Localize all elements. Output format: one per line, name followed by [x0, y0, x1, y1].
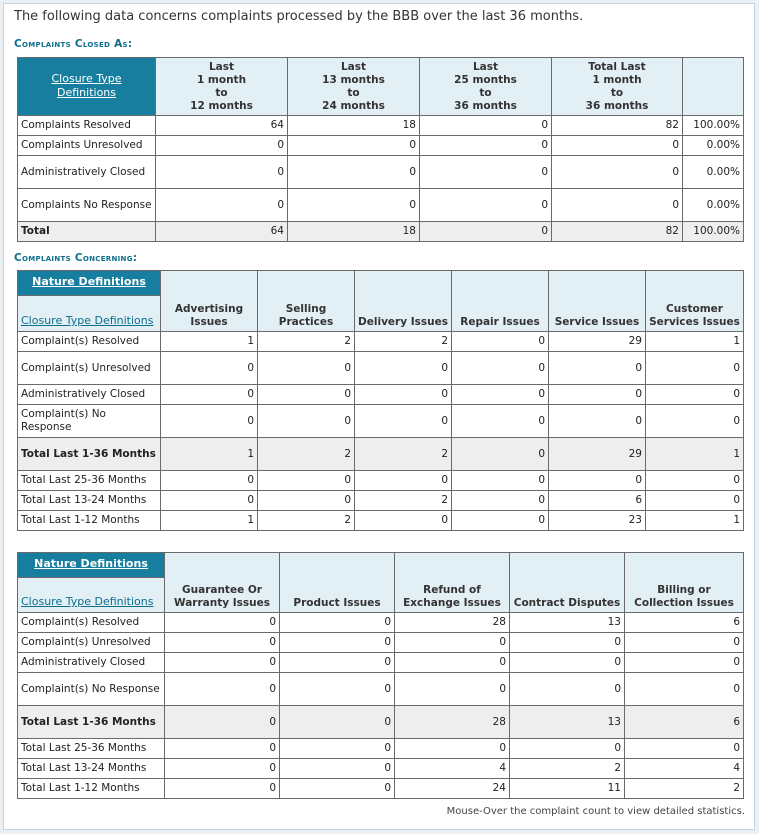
table-row [18, 471, 744, 491]
count-cell[interactable]: 0 [549, 471, 646, 491]
table-row [18, 673, 744, 706]
count-cell[interactable]: 18 [288, 222, 420, 242]
table-row [18, 491, 744, 511]
count-cell[interactable]: 1 [646, 511, 744, 531]
count-cell[interactable]: 0 [395, 673, 510, 706]
count-cell[interactable]: 4 [625, 759, 744, 779]
closed-table [17, 57, 744, 242]
count-cell[interactable]: 2 [510, 759, 625, 779]
count-cell[interactable]: 0 [156, 189, 288, 222]
column-header: Repair Issues [452, 271, 549, 332]
concerning-corner-1 [18, 271, 161, 332]
count-cell[interactable]: 64 [156, 222, 288, 242]
count-cell[interactable]: 0 [280, 739, 395, 759]
intro-text: The following data concerns complaints processed by the BBB over the last 36 months. [14, 9, 584, 24]
count-cell[interactable]: 0 [549, 352, 646, 385]
row-label: Total Last 1-12 Months [18, 779, 165, 799]
nature-definitions-link[interactable]: Nature Definitions [18, 271, 160, 296]
count-cell[interactable]: 0 [280, 706, 395, 739]
count-cell[interactable]: 0 [646, 405, 744, 438]
closed-header-3: Last 25 months to 36 months [420, 58, 552, 116]
column-header: Guarantee Or Warranty Issues [165, 553, 280, 613]
row-label: Complaints Unresolved [18, 136, 156, 156]
nature-definitions-link[interactable]: Nature Definitions [18, 553, 164, 578]
count-cell[interactable]: 2 [355, 332, 452, 352]
count-cell[interactable]: 0 [355, 352, 452, 385]
column-header: Contract Disputes [510, 553, 625, 613]
count-cell[interactable]: 0 [288, 156, 420, 189]
table-row [18, 633, 744, 653]
row-label: Total Last 1-36 Months [18, 438, 161, 471]
count-cell[interactable]: 0 [552, 189, 683, 222]
column-header: Service Issues [549, 271, 646, 332]
concerning-corner-2 [18, 553, 165, 613]
count-cell[interactable]: 0 [395, 633, 510, 653]
count-cell[interactable]: 0 [280, 653, 395, 673]
count-cell[interactable]: 1 [161, 511, 258, 531]
row-label: Administratively Closed [18, 385, 161, 405]
count-cell[interactable]: 0 [161, 471, 258, 491]
count-cell[interactable]: 0 [355, 511, 452, 531]
count-cell[interactable]: 0 [280, 633, 395, 653]
count-cell[interactable]: 28 [395, 613, 510, 633]
count-cell[interactable]: 0 [420, 222, 552, 242]
table-row [18, 136, 744, 156]
count-cell[interactable]: 0 [552, 156, 683, 189]
count-cell[interactable]: 0 [355, 405, 452, 438]
count-cell[interactable]: 0 [452, 405, 549, 438]
count-cell[interactable]: 0 [510, 653, 625, 673]
count-cell[interactable]: 0 [510, 633, 625, 653]
count-cell[interactable]: 82 [552, 116, 683, 136]
mouse-over-note: Mouse-Over the complaint count to view detailed statistics. [446, 806, 745, 817]
count-cell[interactable]: 0 [355, 385, 452, 405]
count-cell[interactable]: 0 [420, 156, 552, 189]
count-cell[interactable]: 82 [552, 222, 683, 242]
closed-header-5 [683, 58, 744, 116]
count-cell[interactable]: 100.00% [683, 116, 744, 136]
row-label: Total [18, 222, 156, 242]
closed-header-1: Last 1 month to 12 months [156, 58, 288, 116]
count-cell[interactable]: 0 [646, 385, 744, 405]
count-cell[interactable]: 0 [420, 116, 552, 136]
count-cell[interactable]: 0 [452, 511, 549, 531]
count-cell[interactable]: 0 [549, 385, 646, 405]
closed-corner [18, 58, 156, 116]
count-cell[interactable]: 4 [395, 759, 510, 779]
count-cell[interactable]: 0 [258, 385, 355, 405]
table-row [18, 156, 744, 189]
count-cell[interactable]: 0 [552, 136, 683, 156]
table-row [18, 385, 744, 405]
count-cell[interactable]: 0 [288, 189, 420, 222]
count-cell[interactable]: 0.00% [683, 156, 744, 189]
count-cell[interactable]: 18 [288, 116, 420, 136]
count-cell[interactable]: 0 [646, 491, 744, 511]
count-cell[interactable]: 100.00% [683, 222, 744, 242]
table-row [18, 759, 744, 779]
count-cell[interactable]: 1 [161, 332, 258, 352]
count-cell[interactable]: 23 [549, 511, 646, 531]
count-cell[interactable]: 2 [258, 511, 355, 531]
concerning-table-1 [17, 270, 744, 531]
count-cell[interactable]: 0 [625, 739, 744, 759]
closure-type-definitions-link[interactable]: Closure Type Definitions [21, 595, 154, 608]
count-cell[interactable]: 1 [161, 438, 258, 471]
count-cell[interactable]: 64 [156, 116, 288, 136]
count-cell[interactable]: 2 [625, 779, 744, 799]
count-cell[interactable]: 0 [452, 471, 549, 491]
concerning-section-title: Complaints Concerning: [14, 252, 138, 264]
concerning-table-2 [17, 552, 744, 799]
count-cell[interactable]: 29 [549, 438, 646, 471]
row-label: Total Last 1-12 Months [18, 511, 161, 531]
count-cell[interactable]: 0 [165, 613, 280, 633]
count-cell[interactable]: 0 [258, 471, 355, 491]
row-label: Total Last 1-36 Months [18, 706, 165, 739]
count-cell[interactable]: 0 [625, 633, 744, 653]
column-header: Selling Practices [258, 271, 355, 332]
count-cell[interactable]: 0 [420, 136, 552, 156]
count-cell[interactable]: 0 [165, 653, 280, 673]
count-cell[interactable]: 0 [280, 779, 395, 799]
count-cell[interactable]: 0 [510, 673, 625, 706]
count-cell[interactable]: 0 [165, 739, 280, 759]
count-cell[interactable]: 11 [510, 779, 625, 799]
count-cell[interactable]: 6 [625, 613, 744, 633]
count-cell[interactable]: 0 [258, 491, 355, 511]
table-row [18, 653, 744, 673]
table-row [18, 438, 744, 471]
table-row [18, 405, 744, 438]
count-cell[interactable]: 2 [355, 491, 452, 511]
count-cell[interactable]: 0 [452, 352, 549, 385]
table-row [18, 779, 744, 799]
count-cell[interactable]: 0 [161, 385, 258, 405]
column-header: Refund of Exchange Issues [395, 553, 510, 613]
count-cell[interactable]: 0 [280, 759, 395, 779]
count-cell[interactable]: 0 [161, 352, 258, 385]
table-row [18, 332, 744, 352]
count-cell[interactable]: 0 [258, 352, 355, 385]
count-cell[interactable]: 0 [625, 653, 744, 673]
count-cell[interactable]: 29 [549, 332, 646, 352]
count-cell[interactable]: 28 [395, 706, 510, 739]
count-cell[interactable]: 1 [646, 332, 744, 352]
count-cell[interactable]: 0 [161, 491, 258, 511]
closed-section-title: Complaints Closed As: [14, 38, 133, 50]
table-row [18, 352, 744, 385]
count-cell[interactable]: 0 [646, 352, 744, 385]
count-cell[interactable]: 2 [258, 332, 355, 352]
count-cell[interactable]: 0 [452, 438, 549, 471]
count-cell[interactable]: 24 [395, 779, 510, 799]
closure-type-definitions-link[interactable]: Closure Type Definitions [21, 314, 154, 327]
row-label: Complaints Resolved [18, 116, 156, 136]
count-cell[interactable]: 0 [156, 136, 288, 156]
row-label: Total Last 13-24 Months [18, 759, 165, 779]
count-cell[interactable]: 0 [395, 739, 510, 759]
row-label: Complaint(s) No Response [18, 405, 161, 438]
count-cell[interactable]: 0 [165, 759, 280, 779]
count-cell[interactable]: 0 [452, 385, 549, 405]
row-label: Administratively Closed [18, 156, 156, 189]
count-cell[interactable]: 2 [258, 438, 355, 471]
count-cell[interactable]: 0 [395, 653, 510, 673]
row-label: Total Last 25-36 Months [18, 471, 161, 491]
column-header: Billing or Collection Issues [625, 553, 744, 613]
count-cell[interactable]: 0 [156, 156, 288, 189]
closure-type-definitions-link[interactable]: Closure Type Definitions [51, 71, 122, 99]
row-label: Complaint(s) Unresolved [18, 633, 165, 653]
column-header: Customer Services Issues [646, 271, 744, 332]
table-row [18, 222, 744, 242]
row-label: Complaint(s) Resolved [18, 332, 161, 352]
count-cell[interactable]: 1 [646, 438, 744, 471]
table-row [18, 511, 744, 531]
row-label: Total Last 25-36 Months [18, 739, 165, 759]
column-header: Advertising Issues [161, 271, 258, 332]
count-cell[interactable]: 6 [625, 706, 744, 739]
count-cell[interactable]: 0 [452, 332, 549, 352]
row-label: Total Last 13-24 Months [18, 491, 161, 511]
row-label: Complaint(s) No Response [18, 673, 165, 706]
table-row [18, 116, 744, 136]
count-cell[interactable]: 0.00% [683, 136, 744, 156]
count-cell[interactable]: 6 [549, 491, 646, 511]
closed-header-2: Last 13 months to 24 months [288, 58, 420, 116]
count-cell[interactable]: 0 [165, 633, 280, 653]
row-label: Complaint(s) Unresolved [18, 352, 161, 385]
row-label: Administratively Closed [18, 653, 165, 673]
column-header: Delivery Issues [355, 271, 452, 332]
count-cell[interactable]: 0 [510, 739, 625, 759]
count-cell[interactable]: 0 [549, 405, 646, 438]
count-cell[interactable]: 0 [165, 673, 280, 706]
count-cell[interactable]: 0 [646, 471, 744, 491]
count-cell[interactable]: 0 [280, 673, 395, 706]
row-label: Complaint(s) Resolved [18, 613, 165, 633]
table-row [18, 706, 744, 739]
table-row [18, 739, 744, 759]
count-cell[interactable]: 0 [165, 779, 280, 799]
count-cell[interactable]: 2 [355, 438, 452, 471]
count-cell[interactable]: 0 [161, 405, 258, 438]
count-cell[interactable]: 13 [510, 613, 625, 633]
table-row [18, 613, 744, 633]
closed-header-4: Total Last 1 month to 36 months [552, 58, 683, 116]
count-cell[interactable]: 0 [258, 405, 355, 438]
count-cell[interactable]: 0.00% [683, 189, 744, 222]
count-cell[interactable]: 0 [355, 471, 452, 491]
count-cell[interactable]: 0 [288, 136, 420, 156]
column-header: Product Issues [280, 553, 395, 613]
count-cell[interactable]: 13 [510, 706, 625, 739]
count-cell[interactable]: 0 [280, 613, 395, 633]
count-cell[interactable]: 0 [420, 189, 552, 222]
count-cell[interactable]: 0 [165, 706, 280, 739]
count-cell[interactable]: 0 [452, 491, 549, 511]
row-label: Complaints No Response [18, 189, 156, 222]
count-cell[interactable]: 0 [625, 673, 744, 706]
table-row [18, 189, 744, 222]
